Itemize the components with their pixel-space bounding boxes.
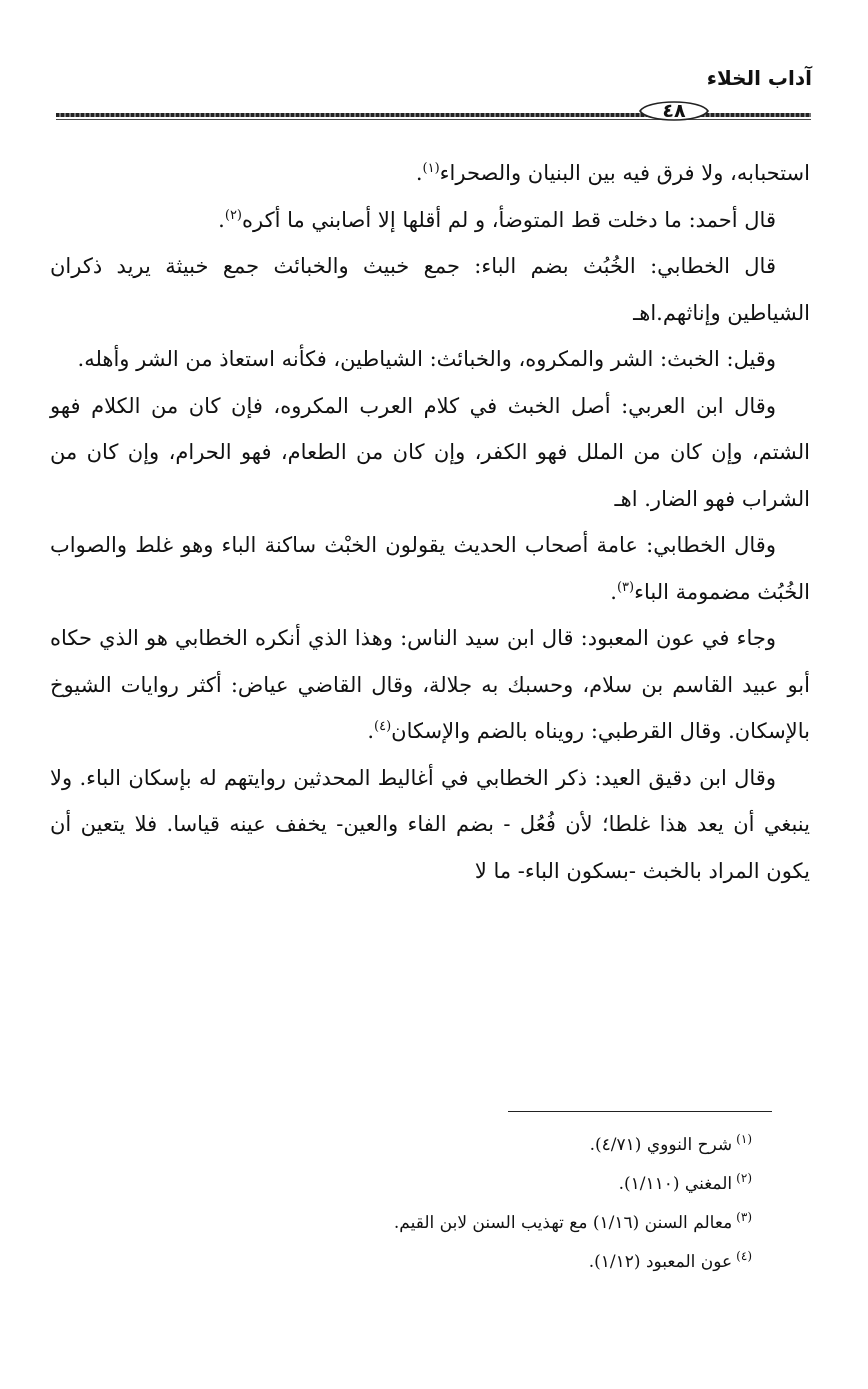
footnote-text: معالم السنن (١/١٦) مع تهذيب السنن لابن القيم. [393, 1213, 733, 1233]
paragraph [50, 522, 810, 615]
paragraph-punctuation: . [218, 207, 225, 232]
footnote-reference[interactable]: (٢) [224, 207, 242, 223]
page-number-frame [634, 96, 714, 126]
paragraph-text: وقال الخطابي: عامة أصحاب الحديث يقولون الخبْث ساكنة الباء وهو غلط والصواب الخُبُث مضمومة الباء [50, 533, 810, 604]
footnotes [112, 1126, 752, 1282]
paragraph-punctuation: . [610, 579, 617, 604]
footnote-reference[interactable]: (١) [422, 161, 440, 176]
footnote-number: (١) [736, 1132, 752, 1147]
paragraph [50, 755, 810, 895]
paragraph-text: قال أحمد: ما دخلت قط المتوضأ، و لم أقلها إلا أصابني ما أكره [242, 207, 776, 232]
footnote-text: شرح النووي (٤/٧١). [589, 1135, 733, 1155]
paragraph [50, 615, 810, 755]
paragraph-punctuation: . [415, 161, 423, 185]
footnote-item [112, 1126, 752, 1165]
paragraph [50, 336, 810, 383]
footnote-item [112, 1243, 752, 1282]
footnote-number: (٤) [736, 1249, 752, 1264]
paragraph-punctuation: . [367, 719, 374, 743]
paragraph [50, 383, 810, 523]
footnote-reference[interactable]: (٤) [374, 719, 392, 734]
footnote-number: (٢) [736, 1171, 752, 1186]
paragraph-text: وجاء في عون المعبود: قال ابن سيد الناس: وهذا الذي أنكره الخطابي هو الذي حكاه أبو عبيد القاسم بن سلام، وحسبك به جلالة، وقال القاضي عياض: أكثر روايات الشيوخ بالإسكان. وقال القرطبي: رويناه بالضم والإسكان [50, 626, 810, 743]
footnote-separator [508, 1111, 772, 1112]
paragraph-text: وقيل: الخبث: الشر والمكروه، والخبائث: الشياطين، فكأنه استعاذ من الشر وأهله. [77, 347, 776, 371]
main-text [50, 150, 810, 894]
footnote-item [112, 1165, 752, 1204]
paragraph-text: استحبابه، ولا فرق فيه بين البنيان والصحراء [439, 161, 810, 185]
footnote-item [112, 1204, 752, 1243]
page-number: ٤٨ [662, 100, 686, 122]
paragraph [50, 197, 810, 244]
footnote-number: (٣) [736, 1210, 752, 1225]
paragraph-text: قال الخطابي: الخُبُث بضم الباء: جمع خبيث والخبائث جمع خبيثة يريد ذكران الشياطين وإناثهم.اهـ [50, 254, 810, 325]
footnote-text: عون المعبود (١/١٢). [588, 1252, 733, 1272]
paragraph-text: وقال ابن العربي: أصل الخبث في كلام العرب المكروه، فإن كان من الكلام فهو الشتم، وإن كان من الملل فهو الكفر، وإن كان من الطعام، فهو الحرام، وإن كان من الشراب فهو الضار. اهـ [50, 393, 810, 511]
footnote-reference[interactable]: (٣) [616, 579, 635, 595]
paragraph-text: وقال ابن دقيق العيد: ذكر الخطابي في أغاليط المحدثين روايتهم له بإسكان الباء. ولا ينبغي أن يعد هذا غلطا؛ لأن فُعُل - بضم الفاء والعين- يخفف عينه قياسا. فلا يتعين أن يكون المراد بالخبث -بسكون الباء- ما لا [50, 765, 810, 883]
footnote-text: المغني (١/١١٠). [618, 1174, 733, 1194]
paragraph [50, 150, 810, 197]
running-title: آداب الخلاء [706, 66, 812, 90]
paragraph [50, 243, 810, 336]
